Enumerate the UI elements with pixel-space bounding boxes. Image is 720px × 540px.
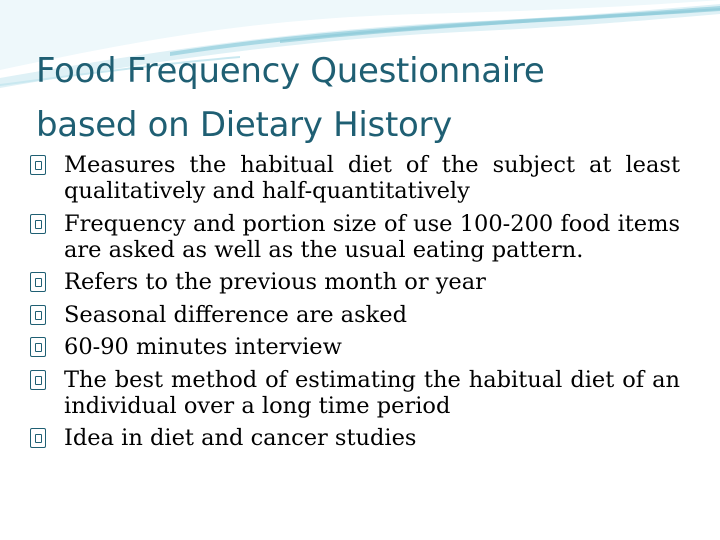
unknown-glyph-box-icon — [30, 305, 46, 325]
bullet-text: Refers to the previous month or year — [64, 269, 486, 295]
bullet-item — [30, 425, 680, 451]
unknown-glyph-box-icon — [30, 337, 46, 357]
bullet-item — [30, 334, 680, 360]
unknown-glyph-box-icon — [30, 155, 46, 175]
slide-title — [36, 44, 686, 152]
bullet-item — [30, 367, 680, 419]
bullet-text: 60-90 minutes interview — [64, 334, 342, 360]
bullet-item — [30, 152, 680, 204]
bullet-list — [30, 152, 680, 458]
unknown-glyph-box-icon — [30, 428, 46, 448]
unknown-glyph-box-icon — [30, 272, 46, 292]
bullet-text: Measures the habitual diet of the subject at least qualitatively and half-quantitatively — [64, 152, 680, 204]
bullet-item — [30, 302, 680, 328]
bullet-text: The best method of estimating the habitual diet of an individual over a long time period — [64, 366, 680, 419]
bullet-text: Frequency and portion size of use 100-200 food items are asked as well as the usual eating pattern. — [64, 210, 680, 263]
bullet-item — [30, 269, 680, 295]
unknown-glyph-box-icon — [30, 370, 46, 390]
bullet-item — [30, 211, 680, 263]
slide-title-line-2: based on Dietary History — [36, 105, 452, 145]
unknown-glyph-box-icon — [30, 214, 46, 234]
bullet-text: Seasonal difference are asked — [64, 301, 407, 328]
slide-title-line-1: Food Frequency Questionnaire — [36, 51, 545, 91]
bullet-text: Idea in diet and cancer studies — [64, 425, 417, 451]
